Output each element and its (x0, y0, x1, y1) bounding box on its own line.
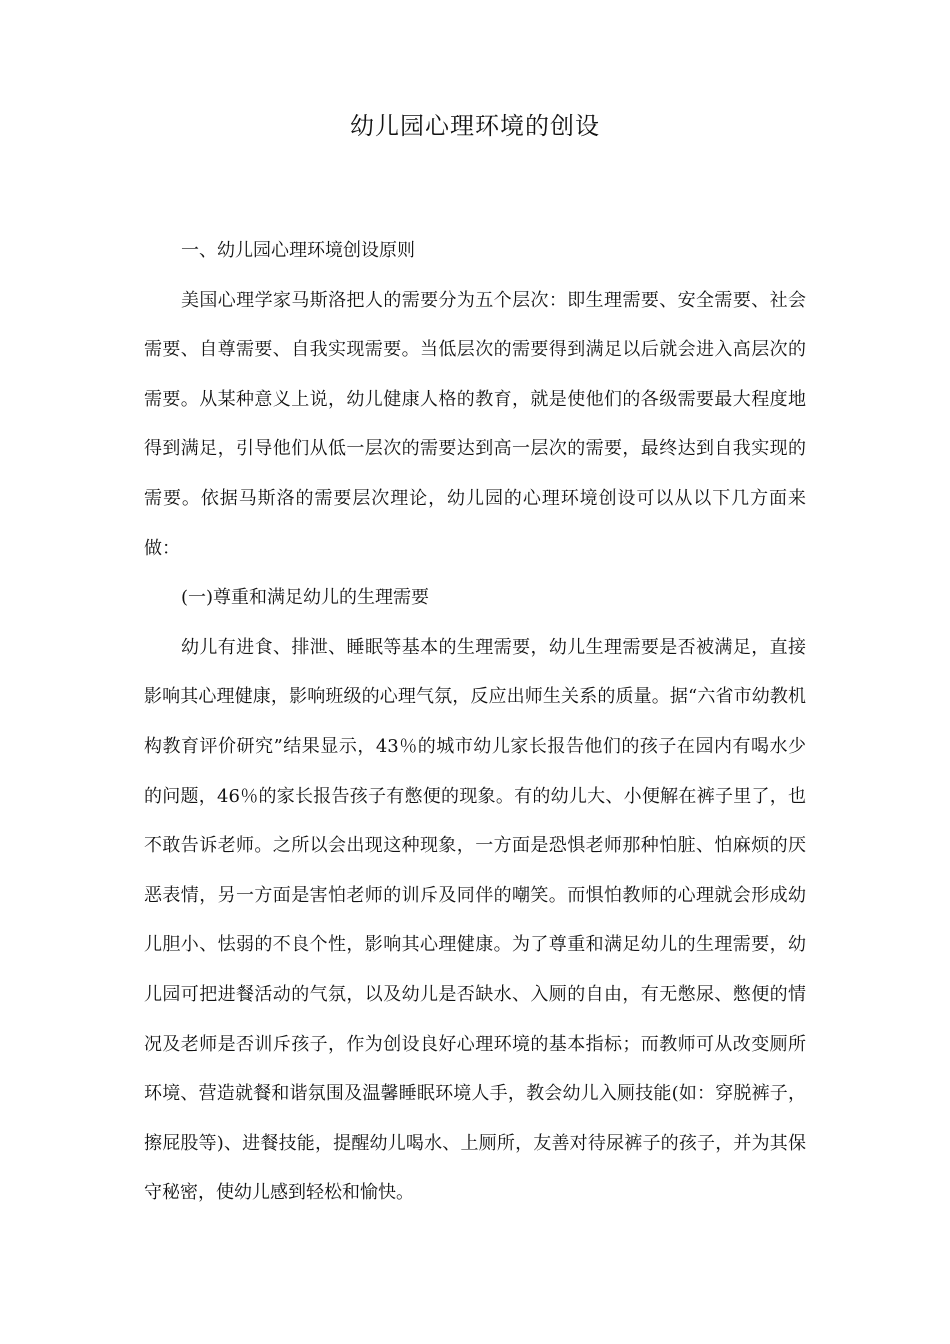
section-heading: 一、幼儿园心理环境创设原则 (181, 240, 415, 261)
body-paragraph: 幼儿有进食、排泄、睡眠等基本的生理需要，幼儿生理需要是否被满足，直接影响其心理健康，影响班级的心理气氛，反应出师生关系的质量。据“六省市幼教机构教育评价研究”结果显示，43％的城市幼儿家长报告他们的孩子在园内有喝水少的问题，46％的家长报告孩子有憋便的现象。有的幼儿大、小便解在裤子里了，也不敢告诉老师。之所以会出现这种现象，一方面是恐惧老师那种怕脏、怕麻烦的厌恶表情，另一方面是害怕老师的训斥及同伴的嘲笑。而惧怕教师的心理就会形成幼儿胆小、怯弱的不良个性，影响其心理健康。为了尊重和满足幼儿的生理需要，幼儿园可把进餐活动的气氛，以及幼儿是否缺水、入厕的自由，有无憋尿、憋便的情况及老师是否训斥孩子，作为创设良好心理环境的基本指标；而教师可从改变厕所环境、营造就餐和谐氛围及温馨睡眠环境人手，教会幼儿入厕技能(如：穿脱裤子，擦屁股等)、进餐技能，提醒幼儿喝水、上厕所，友善对待尿裤子的孩子，并为其保守秘密，使幼儿感到轻松和愉快。 (144, 636, 806, 1204)
document-body (144, 226, 806, 1218)
subsection-heading: (一)尊重和满足幼儿的生理需要 (181, 587, 430, 609)
body-paragraph: 美国心理学家马斯洛把人的需要分为五个层次：即生理需要、安全需要、社会需要、自尊需要、自我实现需要。当低层次的需要得到满足以后就会进入高层次的需要。从某种意义上说，幼儿健康人格的教育，就是使他们的各级需要最大程度地得到满足，引导他们从低一层次的需要达到高一层次的需要，最终达到自我实现的需要。依据马斯洛的需要层次理论，幼儿园的心理环境创设可以从以下几方面来做： (144, 289, 806, 559)
document-title: 幼儿园心理环境的创设 (350, 112, 600, 140)
